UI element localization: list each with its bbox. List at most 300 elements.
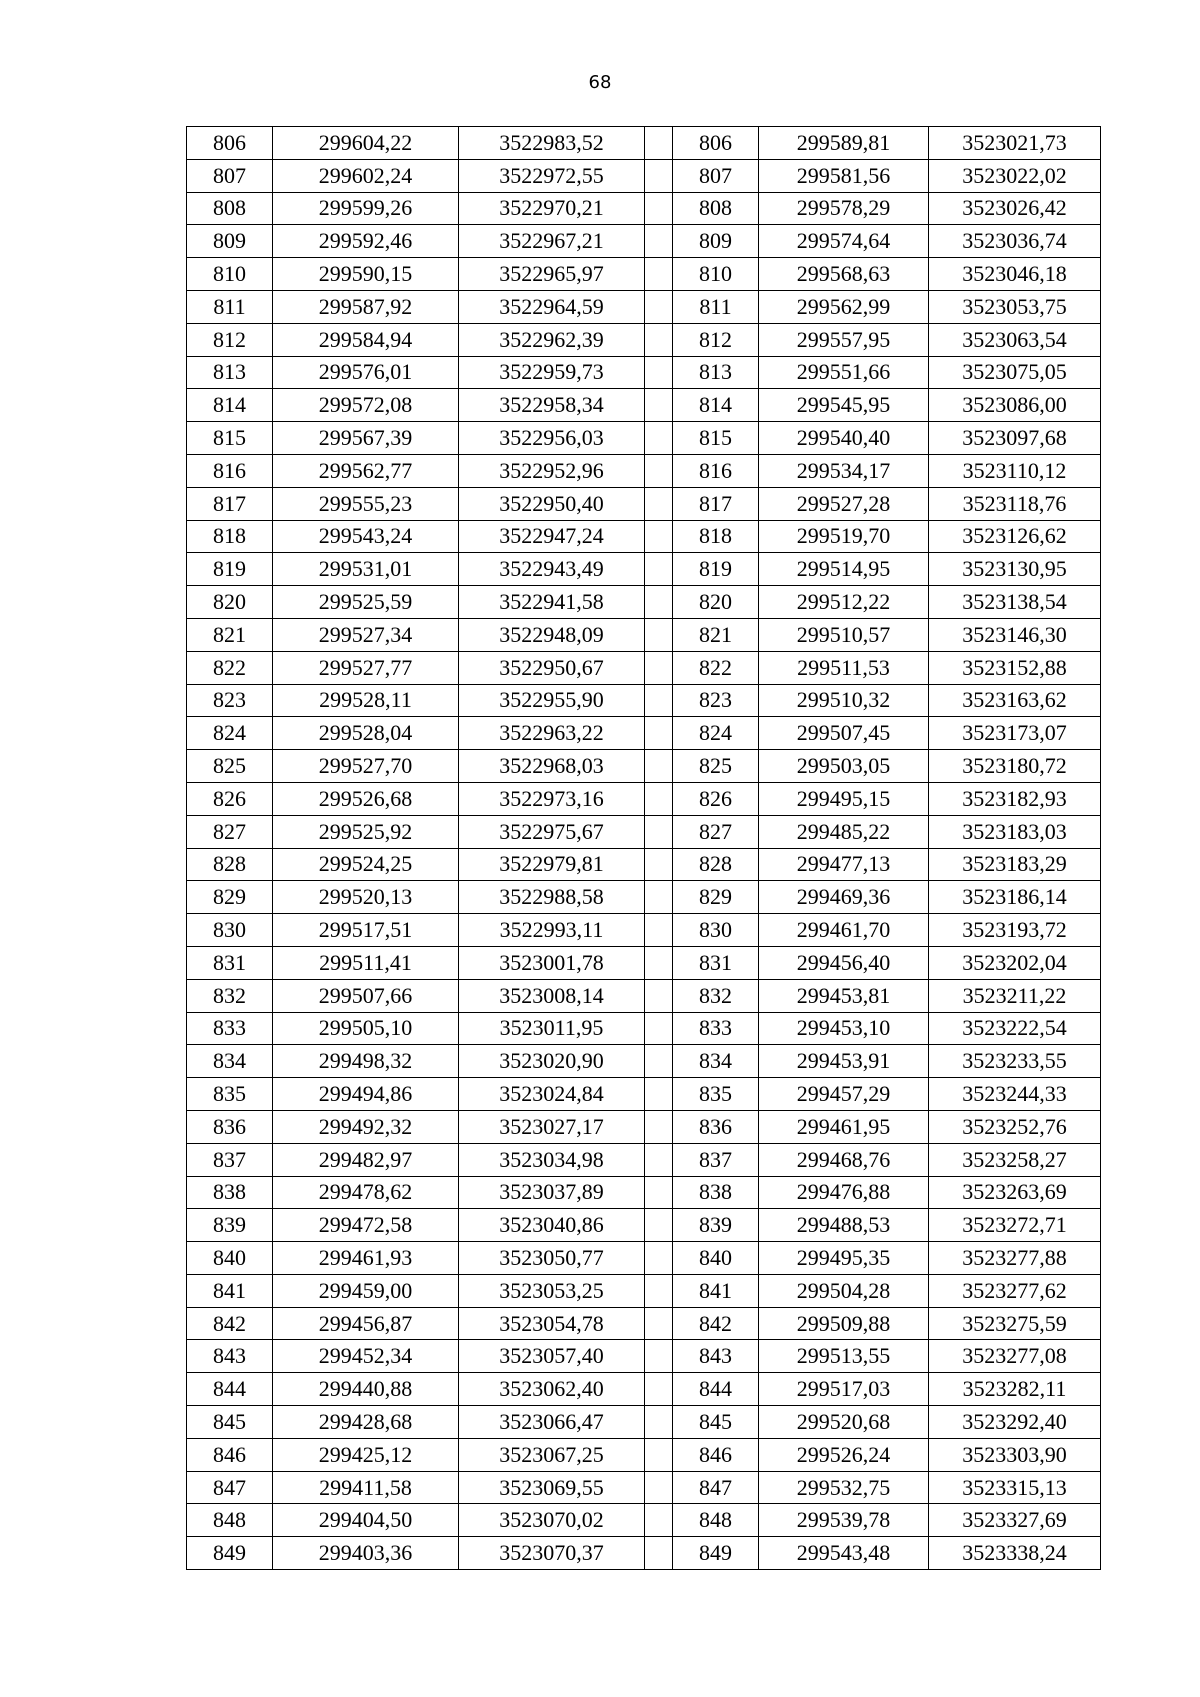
spacer-cell	[645, 487, 673, 520]
point-number-cell: 833	[673, 1012, 759, 1045]
point-number-cell: 838	[673, 1176, 759, 1209]
table-row	[187, 1373, 1101, 1406]
x-coordinate-cell: 299584,94	[273, 323, 459, 356]
y-coordinate-cell: 3522941,58	[459, 586, 645, 619]
point-number-cell: 810	[673, 258, 759, 291]
point-number-cell: 822	[673, 651, 759, 684]
point-number-cell: 829	[673, 881, 759, 914]
table-row	[187, 1307, 1101, 1340]
x-coordinate-cell: 299459,00	[273, 1274, 459, 1307]
spacer-cell	[645, 717, 673, 750]
y-coordinate-cell: 3522952,96	[459, 454, 645, 487]
spacer-cell	[645, 1471, 673, 1504]
x-coordinate-cell: 299507,66	[273, 979, 459, 1012]
point-number-cell: 808	[187, 192, 273, 225]
y-coordinate-cell: 3523024,84	[459, 1078, 645, 1111]
x-coordinate-cell: 299488,53	[759, 1209, 929, 1242]
y-coordinate-cell: 3523118,76	[929, 487, 1101, 520]
x-coordinate-cell: 299476,88	[759, 1176, 929, 1209]
spacer-cell	[645, 1340, 673, 1373]
x-coordinate-cell: 299495,15	[759, 782, 929, 815]
point-number-cell: 837	[673, 1143, 759, 1176]
point-number-cell: 836	[187, 1110, 273, 1143]
x-coordinate-cell: 299527,28	[759, 487, 929, 520]
table-row	[187, 1012, 1101, 1045]
point-number-cell: 821	[673, 618, 759, 651]
y-coordinate-cell: 3523252,76	[929, 1110, 1101, 1143]
x-coordinate-cell: 299572,08	[273, 389, 459, 422]
y-coordinate-cell: 3523054,78	[459, 1307, 645, 1340]
x-coordinate-cell: 299526,68	[273, 782, 459, 815]
y-coordinate-cell: 3523263,69	[929, 1176, 1101, 1209]
table-row	[187, 1110, 1101, 1143]
y-coordinate-cell: 3523110,12	[929, 454, 1101, 487]
x-coordinate-cell: 299519,70	[759, 520, 929, 553]
x-coordinate-cell: 299551,66	[759, 356, 929, 389]
point-number-cell: 828	[187, 848, 273, 881]
y-coordinate-cell: 3523303,90	[929, 1438, 1101, 1471]
table-row	[187, 1438, 1101, 1471]
spacer-cell	[645, 258, 673, 291]
y-coordinate-cell: 3523222,54	[929, 1012, 1101, 1045]
table-row	[187, 127, 1101, 160]
y-coordinate-cell: 3523026,42	[929, 192, 1101, 225]
y-coordinate-cell: 3523086,00	[929, 389, 1101, 422]
point-number-cell: 835	[673, 1078, 759, 1111]
x-coordinate-cell: 299513,55	[759, 1340, 929, 1373]
y-coordinate-cell: 3522956,03	[459, 422, 645, 455]
y-coordinate-cell: 3523258,27	[929, 1143, 1101, 1176]
y-coordinate-cell: 3522979,81	[459, 848, 645, 881]
x-coordinate-cell: 299510,32	[759, 684, 929, 717]
x-coordinate-cell: 299590,15	[273, 258, 459, 291]
y-coordinate-cell: 3523034,98	[459, 1143, 645, 1176]
spacer-cell	[645, 1012, 673, 1045]
y-coordinate-cell: 3522965,97	[459, 258, 645, 291]
point-number-cell: 812	[187, 323, 273, 356]
spacer-cell	[645, 422, 673, 455]
spacer-cell	[645, 1110, 673, 1143]
table-row	[187, 1340, 1101, 1373]
y-coordinate-cell: 3523130,95	[929, 553, 1101, 586]
x-coordinate-cell: 299602,24	[273, 159, 459, 192]
point-number-cell: 840	[187, 1242, 273, 1275]
point-number-cell: 849	[187, 1537, 273, 1570]
x-coordinate-cell: 299517,03	[759, 1373, 929, 1406]
y-coordinate-cell: 3523275,59	[929, 1307, 1101, 1340]
spacer-cell	[645, 979, 673, 1012]
x-coordinate-cell: 299453,81	[759, 979, 929, 1012]
point-number-cell: 844	[187, 1373, 273, 1406]
table-row	[187, 1274, 1101, 1307]
y-coordinate-cell: 3522964,59	[459, 290, 645, 323]
y-coordinate-cell: 3523069,55	[459, 1471, 645, 1504]
table-row	[187, 159, 1101, 192]
y-coordinate-cell: 3522950,67	[459, 651, 645, 684]
table-row	[187, 487, 1101, 520]
table-row	[187, 1209, 1101, 1242]
point-number-cell: 837	[187, 1143, 273, 1176]
x-coordinate-cell: 299472,58	[273, 1209, 459, 1242]
spacer-cell	[645, 1373, 673, 1406]
y-coordinate-cell: 3523327,69	[929, 1504, 1101, 1537]
x-coordinate-cell: 299485,22	[759, 815, 929, 848]
x-coordinate-cell: 299517,51	[273, 914, 459, 947]
point-number-cell: 848	[673, 1504, 759, 1537]
point-number-cell: 844	[673, 1373, 759, 1406]
x-coordinate-cell: 299452,34	[273, 1340, 459, 1373]
y-coordinate-cell: 3522993,11	[459, 914, 645, 947]
x-coordinate-cell: 299520,13	[273, 881, 459, 914]
spacer-cell	[645, 127, 673, 160]
x-coordinate-cell: 299498,32	[273, 1045, 459, 1078]
table-row	[187, 225, 1101, 258]
table-row	[187, 1045, 1101, 1078]
x-coordinate-cell: 299504,28	[759, 1274, 929, 1307]
point-number-cell: 845	[673, 1406, 759, 1439]
point-number-cell: 806	[187, 127, 273, 160]
y-coordinate-cell: 3522973,16	[459, 782, 645, 815]
point-number-cell: 842	[187, 1307, 273, 1340]
y-coordinate-cell: 3523180,72	[929, 750, 1101, 783]
table-row	[187, 881, 1101, 914]
x-coordinate-cell: 299514,95	[759, 553, 929, 586]
x-coordinate-cell: 299557,95	[759, 323, 929, 356]
x-coordinate-cell: 299468,76	[759, 1143, 929, 1176]
x-coordinate-cell: 299524,25	[273, 848, 459, 881]
y-coordinate-cell: 3523183,03	[929, 815, 1101, 848]
x-coordinate-cell: 299562,99	[759, 290, 929, 323]
point-number-cell: 839	[187, 1209, 273, 1242]
x-coordinate-cell: 299543,48	[759, 1537, 929, 1570]
point-number-cell: 840	[673, 1242, 759, 1275]
y-coordinate-cell: 3523036,74	[929, 225, 1101, 258]
spacer-cell	[645, 881, 673, 914]
table-row	[187, 782, 1101, 815]
spacer-cell	[645, 618, 673, 651]
point-number-cell: 820	[673, 586, 759, 619]
point-number-cell: 821	[187, 618, 273, 651]
x-coordinate-cell: 299477,13	[759, 848, 929, 881]
table-row	[187, 389, 1101, 422]
page-number: 68	[588, 72, 612, 93]
point-number-cell: 824	[187, 717, 273, 750]
y-coordinate-cell: 3523075,05	[929, 356, 1101, 389]
point-number-cell: 817	[673, 487, 759, 520]
x-coordinate-cell: 299478,62	[273, 1176, 459, 1209]
point-number-cell: 827	[673, 815, 759, 848]
table-row	[187, 946, 1101, 979]
point-number-cell: 811	[187, 290, 273, 323]
point-number-cell: 806	[673, 127, 759, 160]
point-number-cell: 818	[673, 520, 759, 553]
point-number-cell: 828	[673, 848, 759, 881]
x-coordinate-cell: 299453,91	[759, 1045, 929, 1078]
y-coordinate-cell: 3522948,09	[459, 618, 645, 651]
spacer-cell	[645, 1504, 673, 1537]
table-row	[187, 290, 1101, 323]
x-coordinate-cell: 299578,29	[759, 192, 929, 225]
y-coordinate-cell: 3522975,67	[459, 815, 645, 848]
y-coordinate-cell: 3523233,55	[929, 1045, 1101, 1078]
point-number-cell: 824	[673, 717, 759, 750]
x-coordinate-cell: 299526,24	[759, 1438, 929, 1471]
x-coordinate-cell: 299461,93	[273, 1242, 459, 1275]
spacer-cell	[645, 159, 673, 192]
x-coordinate-cell: 299527,70	[273, 750, 459, 783]
point-number-cell: 829	[187, 881, 273, 914]
x-coordinate-cell: 299562,77	[273, 454, 459, 487]
x-coordinate-cell: 299534,17	[759, 454, 929, 487]
x-coordinate-cell: 299494,86	[273, 1078, 459, 1111]
point-number-cell: 826	[187, 782, 273, 815]
x-coordinate-cell: 299492,32	[273, 1110, 459, 1143]
x-coordinate-cell: 299531,01	[273, 553, 459, 586]
point-number-cell: 815	[187, 422, 273, 455]
table-row	[187, 651, 1101, 684]
y-coordinate-cell: 3522947,24	[459, 520, 645, 553]
x-coordinate-cell: 299540,40	[759, 422, 929, 455]
spacer-cell	[645, 1078, 673, 1111]
x-coordinate-cell: 299568,63	[759, 258, 929, 291]
x-coordinate-cell: 299528,04	[273, 717, 459, 750]
y-coordinate-cell: 3523008,14	[459, 979, 645, 1012]
x-coordinate-cell: 299509,88	[759, 1307, 929, 1340]
point-number-cell: 843	[187, 1340, 273, 1373]
spacer-cell	[645, 192, 673, 225]
table-row	[187, 1242, 1101, 1275]
y-coordinate-cell: 3523062,40	[459, 1373, 645, 1406]
x-coordinate-cell: 299425,12	[273, 1438, 459, 1471]
y-coordinate-cell: 3523173,07	[929, 717, 1101, 750]
x-coordinate-cell: 299457,29	[759, 1078, 929, 1111]
x-coordinate-cell: 299507,45	[759, 717, 929, 750]
x-coordinate-cell: 299411,58	[273, 1471, 459, 1504]
y-coordinate-cell: 3522967,21	[459, 225, 645, 258]
spacer-cell	[645, 946, 673, 979]
y-coordinate-cell: 3523097,68	[929, 422, 1101, 455]
y-coordinate-cell: 3523338,24	[929, 1537, 1101, 1570]
point-number-cell: 843	[673, 1340, 759, 1373]
x-coordinate-cell: 299511,41	[273, 946, 459, 979]
spacer-cell	[645, 848, 673, 881]
point-number-cell: 810	[187, 258, 273, 291]
x-coordinate-cell: 299532,75	[759, 1471, 929, 1504]
spacer-cell	[645, 454, 673, 487]
point-number-cell: 817	[187, 487, 273, 520]
point-number-cell: 814	[673, 389, 759, 422]
spacer-cell	[645, 782, 673, 815]
point-number-cell: 835	[187, 1078, 273, 1111]
y-coordinate-cell: 3523063,54	[929, 323, 1101, 356]
point-number-cell: 832	[187, 979, 273, 1012]
point-number-cell: 830	[187, 914, 273, 947]
table-row	[187, 1143, 1101, 1176]
table-row	[187, 1537, 1101, 1570]
point-number-cell: 849	[673, 1537, 759, 1570]
y-coordinate-cell: 3523066,47	[459, 1406, 645, 1439]
x-coordinate-cell: 299539,78	[759, 1504, 929, 1537]
point-number-cell: 819	[673, 553, 759, 586]
y-coordinate-cell: 3523183,29	[929, 848, 1101, 881]
x-coordinate-cell: 299456,87	[273, 1307, 459, 1340]
y-coordinate-cell: 3523186,14	[929, 881, 1101, 914]
x-coordinate-cell: 299495,35	[759, 1242, 929, 1275]
y-coordinate-cell: 3523021,73	[929, 127, 1101, 160]
point-number-cell: 818	[187, 520, 273, 553]
spacer-cell	[645, 1209, 673, 1242]
y-coordinate-cell: 3523001,78	[459, 946, 645, 979]
x-coordinate-cell: 299440,88	[273, 1373, 459, 1406]
point-number-cell: 825	[187, 750, 273, 783]
y-coordinate-cell: 3523146,30	[929, 618, 1101, 651]
y-coordinate-cell: 3522955,90	[459, 684, 645, 717]
spacer-cell	[645, 684, 673, 717]
point-number-cell: 809	[187, 225, 273, 258]
point-number-cell: 808	[673, 192, 759, 225]
point-number-cell: 846	[187, 1438, 273, 1471]
y-coordinate-cell: 3523027,17	[459, 1110, 645, 1143]
table-row	[187, 520, 1101, 553]
y-coordinate-cell: 3523070,02	[459, 1504, 645, 1537]
y-coordinate-cell: 3523057,40	[459, 1340, 645, 1373]
y-coordinate-cell: 3523053,75	[929, 290, 1101, 323]
coordinates-table-body	[187, 127, 1101, 1570]
spacer-cell	[645, 290, 673, 323]
x-coordinate-cell: 299453,10	[759, 1012, 929, 1045]
point-number-cell: 816	[187, 454, 273, 487]
spacer-cell	[645, 1045, 673, 1078]
x-coordinate-cell: 299512,22	[759, 586, 929, 619]
table-row	[187, 356, 1101, 389]
point-number-cell: 812	[673, 323, 759, 356]
table-row	[187, 717, 1101, 750]
point-number-cell: 847	[187, 1471, 273, 1504]
y-coordinate-cell: 3523163,62	[929, 684, 1101, 717]
table-row	[187, 258, 1101, 291]
x-coordinate-cell: 299482,97	[273, 1143, 459, 1176]
x-coordinate-cell: 299587,92	[273, 290, 459, 323]
x-coordinate-cell: 299528,11	[273, 684, 459, 717]
y-coordinate-cell: 3523272,71	[929, 1209, 1101, 1242]
x-coordinate-cell: 299461,70	[759, 914, 929, 947]
coordinates-table	[186, 126, 1101, 1570]
y-coordinate-cell: 3523277,08	[929, 1340, 1101, 1373]
point-number-cell: 819	[187, 553, 273, 586]
x-coordinate-cell: 299555,23	[273, 487, 459, 520]
spacer-cell	[645, 323, 673, 356]
spacer-cell	[645, 356, 673, 389]
table-row	[187, 750, 1101, 783]
x-coordinate-cell: 299567,39	[273, 422, 459, 455]
x-coordinate-cell: 299589,81	[759, 127, 929, 160]
x-coordinate-cell: 299505,10	[273, 1012, 459, 1045]
table-row	[187, 1078, 1101, 1111]
point-number-cell: 813	[673, 356, 759, 389]
x-coordinate-cell: 299604,22	[273, 127, 459, 160]
spacer-cell	[645, 815, 673, 848]
spacer-cell	[645, 1438, 673, 1471]
x-coordinate-cell: 299403,36	[273, 1537, 459, 1570]
y-coordinate-cell: 3523152,88	[929, 651, 1101, 684]
y-coordinate-cell: 3523022,02	[929, 159, 1101, 192]
point-number-cell: 830	[673, 914, 759, 947]
table-row	[187, 422, 1101, 455]
y-coordinate-cell: 3522950,40	[459, 487, 645, 520]
point-number-cell: 832	[673, 979, 759, 1012]
y-coordinate-cell: 3522959,73	[459, 356, 645, 389]
point-number-cell: 815	[673, 422, 759, 455]
table-row	[187, 454, 1101, 487]
spacer-cell	[645, 1274, 673, 1307]
y-coordinate-cell: 3523040,86	[459, 1209, 645, 1242]
point-number-cell: 833	[187, 1012, 273, 1045]
point-number-cell: 823	[187, 684, 273, 717]
spacer-cell	[645, 1307, 673, 1340]
point-number-cell: 823	[673, 684, 759, 717]
x-coordinate-cell: 299527,77	[273, 651, 459, 684]
point-number-cell: 841	[187, 1274, 273, 1307]
y-coordinate-cell: 3523050,77	[459, 1242, 645, 1275]
y-coordinate-cell: 3522962,39	[459, 323, 645, 356]
y-coordinate-cell: 3523202,04	[929, 946, 1101, 979]
y-coordinate-cell: 3522988,58	[459, 881, 645, 914]
y-coordinate-cell: 3523277,88	[929, 1242, 1101, 1275]
y-coordinate-cell: 3523126,62	[929, 520, 1101, 553]
y-coordinate-cell: 3523011,95	[459, 1012, 645, 1045]
table-row	[187, 684, 1101, 717]
table-row	[187, 553, 1101, 586]
point-number-cell: 831	[187, 946, 273, 979]
y-coordinate-cell: 3522968,03	[459, 750, 645, 783]
spacer-cell	[645, 750, 673, 783]
y-coordinate-cell: 3523046,18	[929, 258, 1101, 291]
table-row	[187, 618, 1101, 651]
x-coordinate-cell: 299525,92	[273, 815, 459, 848]
point-number-cell: 811	[673, 290, 759, 323]
point-number-cell: 841	[673, 1274, 759, 1307]
x-coordinate-cell: 299511,53	[759, 651, 929, 684]
point-number-cell: 814	[187, 389, 273, 422]
x-coordinate-cell: 299503,05	[759, 750, 929, 783]
point-number-cell: 834	[187, 1045, 273, 1078]
y-coordinate-cell: 3523244,33	[929, 1078, 1101, 1111]
table-row	[187, 1471, 1101, 1504]
table-row	[187, 914, 1101, 947]
point-number-cell: 816	[673, 454, 759, 487]
spacer-cell	[645, 1242, 673, 1275]
y-coordinate-cell: 3523067,25	[459, 1438, 645, 1471]
x-coordinate-cell: 299574,64	[759, 225, 929, 258]
point-number-cell: 831	[673, 946, 759, 979]
x-coordinate-cell: 299581,56	[759, 159, 929, 192]
x-coordinate-cell: 299543,24	[273, 520, 459, 553]
point-number-cell: 813	[187, 356, 273, 389]
y-coordinate-cell: 3523211,22	[929, 979, 1101, 1012]
table-row	[187, 1504, 1101, 1537]
point-number-cell: 807	[187, 159, 273, 192]
x-coordinate-cell: 299428,68	[273, 1406, 459, 1439]
point-number-cell: 842	[673, 1307, 759, 1340]
y-coordinate-cell: 3522983,52	[459, 127, 645, 160]
table-row	[187, 1176, 1101, 1209]
y-coordinate-cell: 3523070,37	[459, 1537, 645, 1570]
y-coordinate-cell: 3523193,72	[929, 914, 1101, 947]
y-coordinate-cell: 3523282,11	[929, 1373, 1101, 1406]
y-coordinate-cell: 3523053,25	[459, 1274, 645, 1307]
y-coordinate-cell: 3523182,93	[929, 782, 1101, 815]
spacer-cell	[645, 520, 673, 553]
